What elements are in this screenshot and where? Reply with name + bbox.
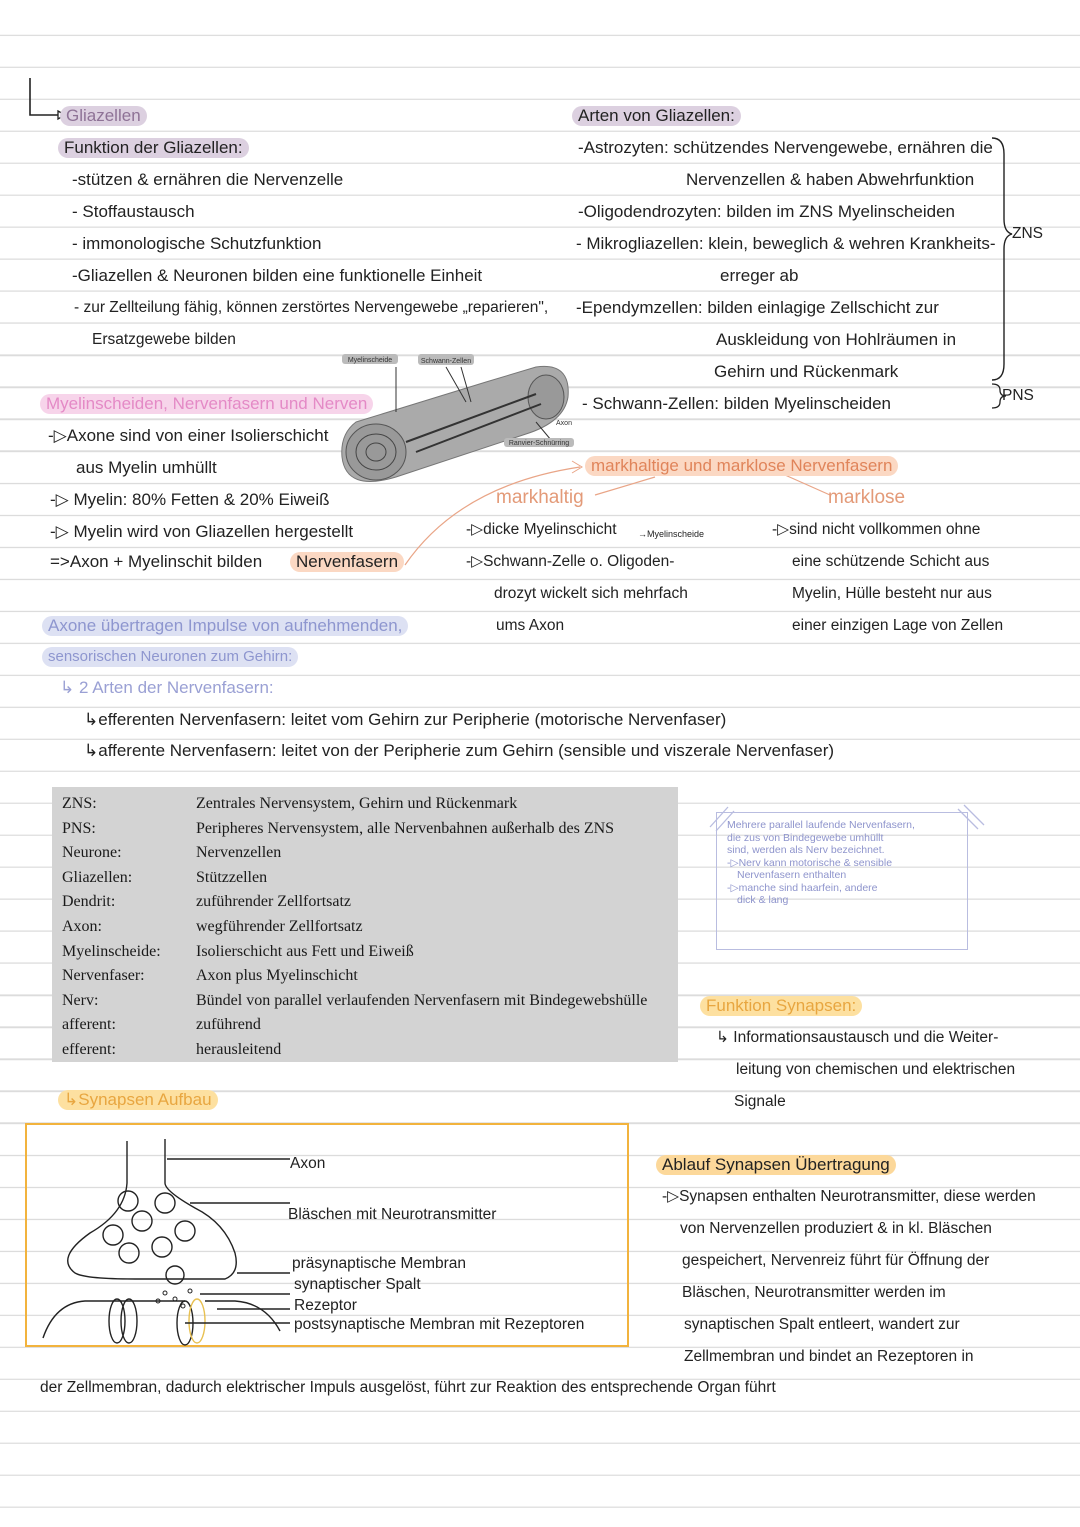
- glossary-term: Axon:: [62, 918, 102, 935]
- axone-sub: ↳ 2 Arten der Nervenfasern:: [60, 678, 274, 697]
- glossary-row: [62, 869, 267, 887]
- transmission-line: Zellmembran und bindet an Rezeptoren in: [684, 1348, 974, 1365]
- glia-type-line: Auskleidung von Hohlräumen in: [716, 330, 957, 349]
- glossary-term: PNS:: [62, 819, 96, 837]
- glia-title: Gliazellen: [60, 106, 147, 126]
- myelin-line: -▷ Myelin wird von Gliazellen hergestellt: [50, 522, 354, 541]
- glossary-definition: Axon plus Myelinschicht: [196, 967, 358, 985]
- glossary-term: afferent:: [62, 1016, 116, 1034]
- zns-label: ZNS: [1012, 225, 1043, 242]
- glia-function: -Gliazellen & Neuronen bilden eine funktionelle Einheit: [72, 266, 483, 285]
- glossary-row: [62, 1041, 281, 1059]
- markhaltig-line: drozyt wickelt sich mehrfach: [494, 585, 688, 602]
- synapse-structure-heading: ↳Synapsen Aufbau: [58, 1090, 218, 1110]
- pns-label: PNS: [1002, 387, 1034, 404]
- figure-label-myelinscheide: Myelinscheide: [347, 357, 393, 364]
- glossary-definition: wegführender Zellfortsatz: [196, 918, 363, 935]
- glossary-table: [52, 787, 678, 1062]
- fibers-heading: markhaltige und marklose Nervenfasern: [585, 456, 898, 476]
- axone-heading-2: sensorischen Neuronen zum Gehirn:: [42, 647, 298, 667]
- marklose-line: -▷sind nicht vollkommen ohne: [772, 521, 981, 538]
- note-line: dick & lang: [737, 894, 789, 906]
- note-line: -▷manche sind haarfein, andere: [727, 881, 878, 894]
- glia-type-line: -Oligodendrozyten: bilden im ZNS Myelinscheiden: [578, 202, 956, 221]
- marklose-line: eine schützende Schicht aus: [792, 553, 990, 570]
- glossary-row: [62, 943, 414, 961]
- glossary-term: efferent:: [62, 1041, 116, 1058]
- glossary-definition: Isolierschicht aus Fett und Eiweiß: [196, 942, 414, 960]
- synapse-function-heading: Funktion Synapsen:: [700, 996, 862, 1016]
- markhaltig-small: →Myelinscheide: [638, 529, 705, 539]
- figure-label-ranvier: Ranvier-Schnürring: [508, 440, 570, 447]
- myelin-line: =>Axon + Myelinschit bilden: [50, 552, 263, 571]
- synapse-diagram: [25, 1123, 305, 1347]
- neurotransmitter-dots: [156, 1289, 192, 1308]
- glossary-definition: zuführender Zellfortsatz: [196, 893, 352, 911]
- glia-type-line: Gehirn und Rückenmark: [714, 362, 899, 381]
- marklose-line: Myelin, Hülle besteht nur aus: [792, 585, 992, 602]
- efferent-line: ↳efferenten Nervenfasern: leitet vom Gehirn zur Peripherie (motorische Nervenfaser): [84, 710, 727, 729]
- glia-type-line: - Schwann-Zellen: bilden Myelinscheiden: [582, 394, 891, 413]
- glossary-term: ZNS:: [62, 795, 97, 812]
- glossary-term: Nerv:: [62, 991, 99, 1009]
- glossary-row: [62, 1016, 261, 1034]
- glia-type-line: Nervenzellen & haben Abwehrfunktion: [686, 170, 975, 189]
- afferent-line: ↳afferente Nervenfasern: leitet von der Peripherie zum Gehirn (sensible und viszerale Nervenfaser): [84, 741, 835, 760]
- transmission-line: synaptischen Spalt entleert, wandert zur: [684, 1316, 960, 1333]
- axone-heading-1: Axone übertragen Impulse von aufnehmenden,: [42, 616, 408, 636]
- nervenfasern-highlight: Nervenfasern: [290, 552, 404, 572]
- glossary-term: Gliazellen:: [62, 868, 133, 886]
- glia-function: -stützen & ernähren die Nervenzelle: [72, 170, 344, 189]
- nerv-note: [716, 812, 968, 950]
- glia-function: - immonologische Schutzfunktion: [72, 234, 322, 253]
- glossary-definition: herausleitend: [196, 1041, 282, 1058]
- label-postsynaptic: postsynaptische Membran mit Rezeptoren: [294, 1316, 585, 1333]
- glia-function: - Stoffaustausch: [72, 202, 195, 221]
- glossary-definition: Stützzellen: [196, 868, 268, 886]
- transmission-line: von Nervenzellen produziert & in kl. Bläschen: [680, 1220, 992, 1237]
- glossary-term: Neurone:: [62, 844, 122, 862]
- synapse-function-line: leitung von chemischen und elektrischen: [736, 1061, 1016, 1078]
- transmission-line: gespeichert, Nervenreiz führt für Öffnung der: [682, 1252, 990, 1269]
- vesicle-icon: [103, 1191, 195, 1284]
- glia-type-line: - Mikrogliazellen: klein, beweglich & wehren Krankheits-: [576, 234, 996, 253]
- transmission-line: Bläschen, Neurotransmitter werden im: [682, 1284, 946, 1301]
- markhaltig-line: ums Axon: [496, 617, 565, 634]
- glia-type-line: -Astrozyten: schützendes Nervengewebe, ernähren die: [578, 138, 993, 157]
- label-receptor: Rezeptor: [294, 1297, 357, 1314]
- glossary-row: [62, 967, 358, 985]
- markhaltig-line: -▷dicke Myelinschicht: [466, 521, 617, 538]
- note-line: -▷Nerv kann motorische & sensible: [727, 856, 893, 869]
- glossary-definition: Nervenzellen: [196, 844, 282, 862]
- glossary-definition: Zentrales Nervensystem, Gehirn und Rückenmark: [196, 795, 518, 812]
- note-line: sind, werden als Nerv bezeichnet.: [727, 844, 885, 856]
- glossary-definition: zuführend: [196, 1016, 261, 1034]
- zns-brace-icon: [990, 134, 1020, 394]
- myelin-line: aus Myelin umhüllt: [76, 458, 217, 477]
- note-line: Nervenfasern enthalten: [737, 869, 847, 881]
- glossary-definition: Peripheres Nervensystem, alle Nervenbahnen außerhalb des ZNS: [196, 819, 615, 837]
- marklose-title: marklose: [828, 487, 906, 508]
- synapse-function-line: Signale: [734, 1093, 786, 1110]
- glossary-definition: Bündel von parallel verlaufenden Nervenfasern mit Bindegewebshülle: [196, 991, 648, 1009]
- glia-type-line: erreger ab: [720, 266, 799, 285]
- glia-function: - zur Zellteilung fähig, können zerstörtes Nervengewebe „reparieren",: [74, 299, 549, 316]
- markhaltig-title: markhaltig: [496, 487, 584, 508]
- figure-label-schwann: Schwann-Zellen: [420, 358, 472, 365]
- label-vesicles: Bläschen mit Neurotransmitter: [288, 1206, 497, 1223]
- glia-function: Ersatzgewebe bilden: [92, 331, 236, 348]
- glossary-row: [62, 992, 647, 1010]
- label-cleft: synaptischer Spalt: [294, 1276, 421, 1293]
- myelin-line: -▷ Myelin: 80% Fetten & 20% Eiweiß: [50, 490, 330, 509]
- label-axon: Axon: [290, 1155, 326, 1172]
- transmission-final-line: der Zellmembran, dadurch elektrischer Impuls ausgelöst, führt zur Reaktion des entsprechende Organ führt: [40, 1379, 776, 1396]
- glia-type-line: -Ependymzellen: bilden einlagige Zellschicht zur: [576, 298, 939, 317]
- figure-label-axon: Axon: [556, 420, 572, 427]
- glossary-row: [62, 820, 614, 838]
- transmission-line: -▷Synapsen enthalten Neurotransmitter, diese werden: [662, 1188, 1036, 1205]
- transmission-heading: Ablauf Synapsen Übertragung: [656, 1155, 896, 1175]
- glossary-row: [62, 918, 363, 936]
- glossary-row: [62, 844, 281, 862]
- note-line: Mehrere parallel laufende Nervenfasern,: [727, 819, 915, 831]
- glossary-row: [62, 795, 517, 813]
- glossary-term: Myelinscheide:: [62, 942, 161, 960]
- marklose-line: einer einzigen Lage von Zellen: [792, 617, 1004, 634]
- glossary-term: Dendrit:: [62, 893, 116, 911]
- glossary-term: Nervenfaser:: [62, 967, 145, 985]
- note-line: die zus von Bindegewebe umhüllt: [727, 831, 884, 844]
- glia-types-heading: Arten von Gliazellen:: [572, 106, 741, 126]
- glia-function-heading: Funktion der Gliazellen:: [58, 138, 249, 158]
- receptor-icon: [109, 1299, 205, 1345]
- glossary-row: [62, 893, 351, 911]
- markhaltig-line: -▷Schwann-Zelle o. Oligoden-: [466, 553, 675, 570]
- label-presynaptic: präsynaptische Membran: [292, 1255, 467, 1272]
- myelin-heading: Myelinscheiden, Nervenfasern und Nerven: [40, 394, 373, 414]
- myelin-line: -▷Axone sind von einer Isolierschicht: [48, 426, 329, 445]
- synapse-function-line: ↳ Informationsaustausch und die Weiter-: [716, 1029, 999, 1046]
